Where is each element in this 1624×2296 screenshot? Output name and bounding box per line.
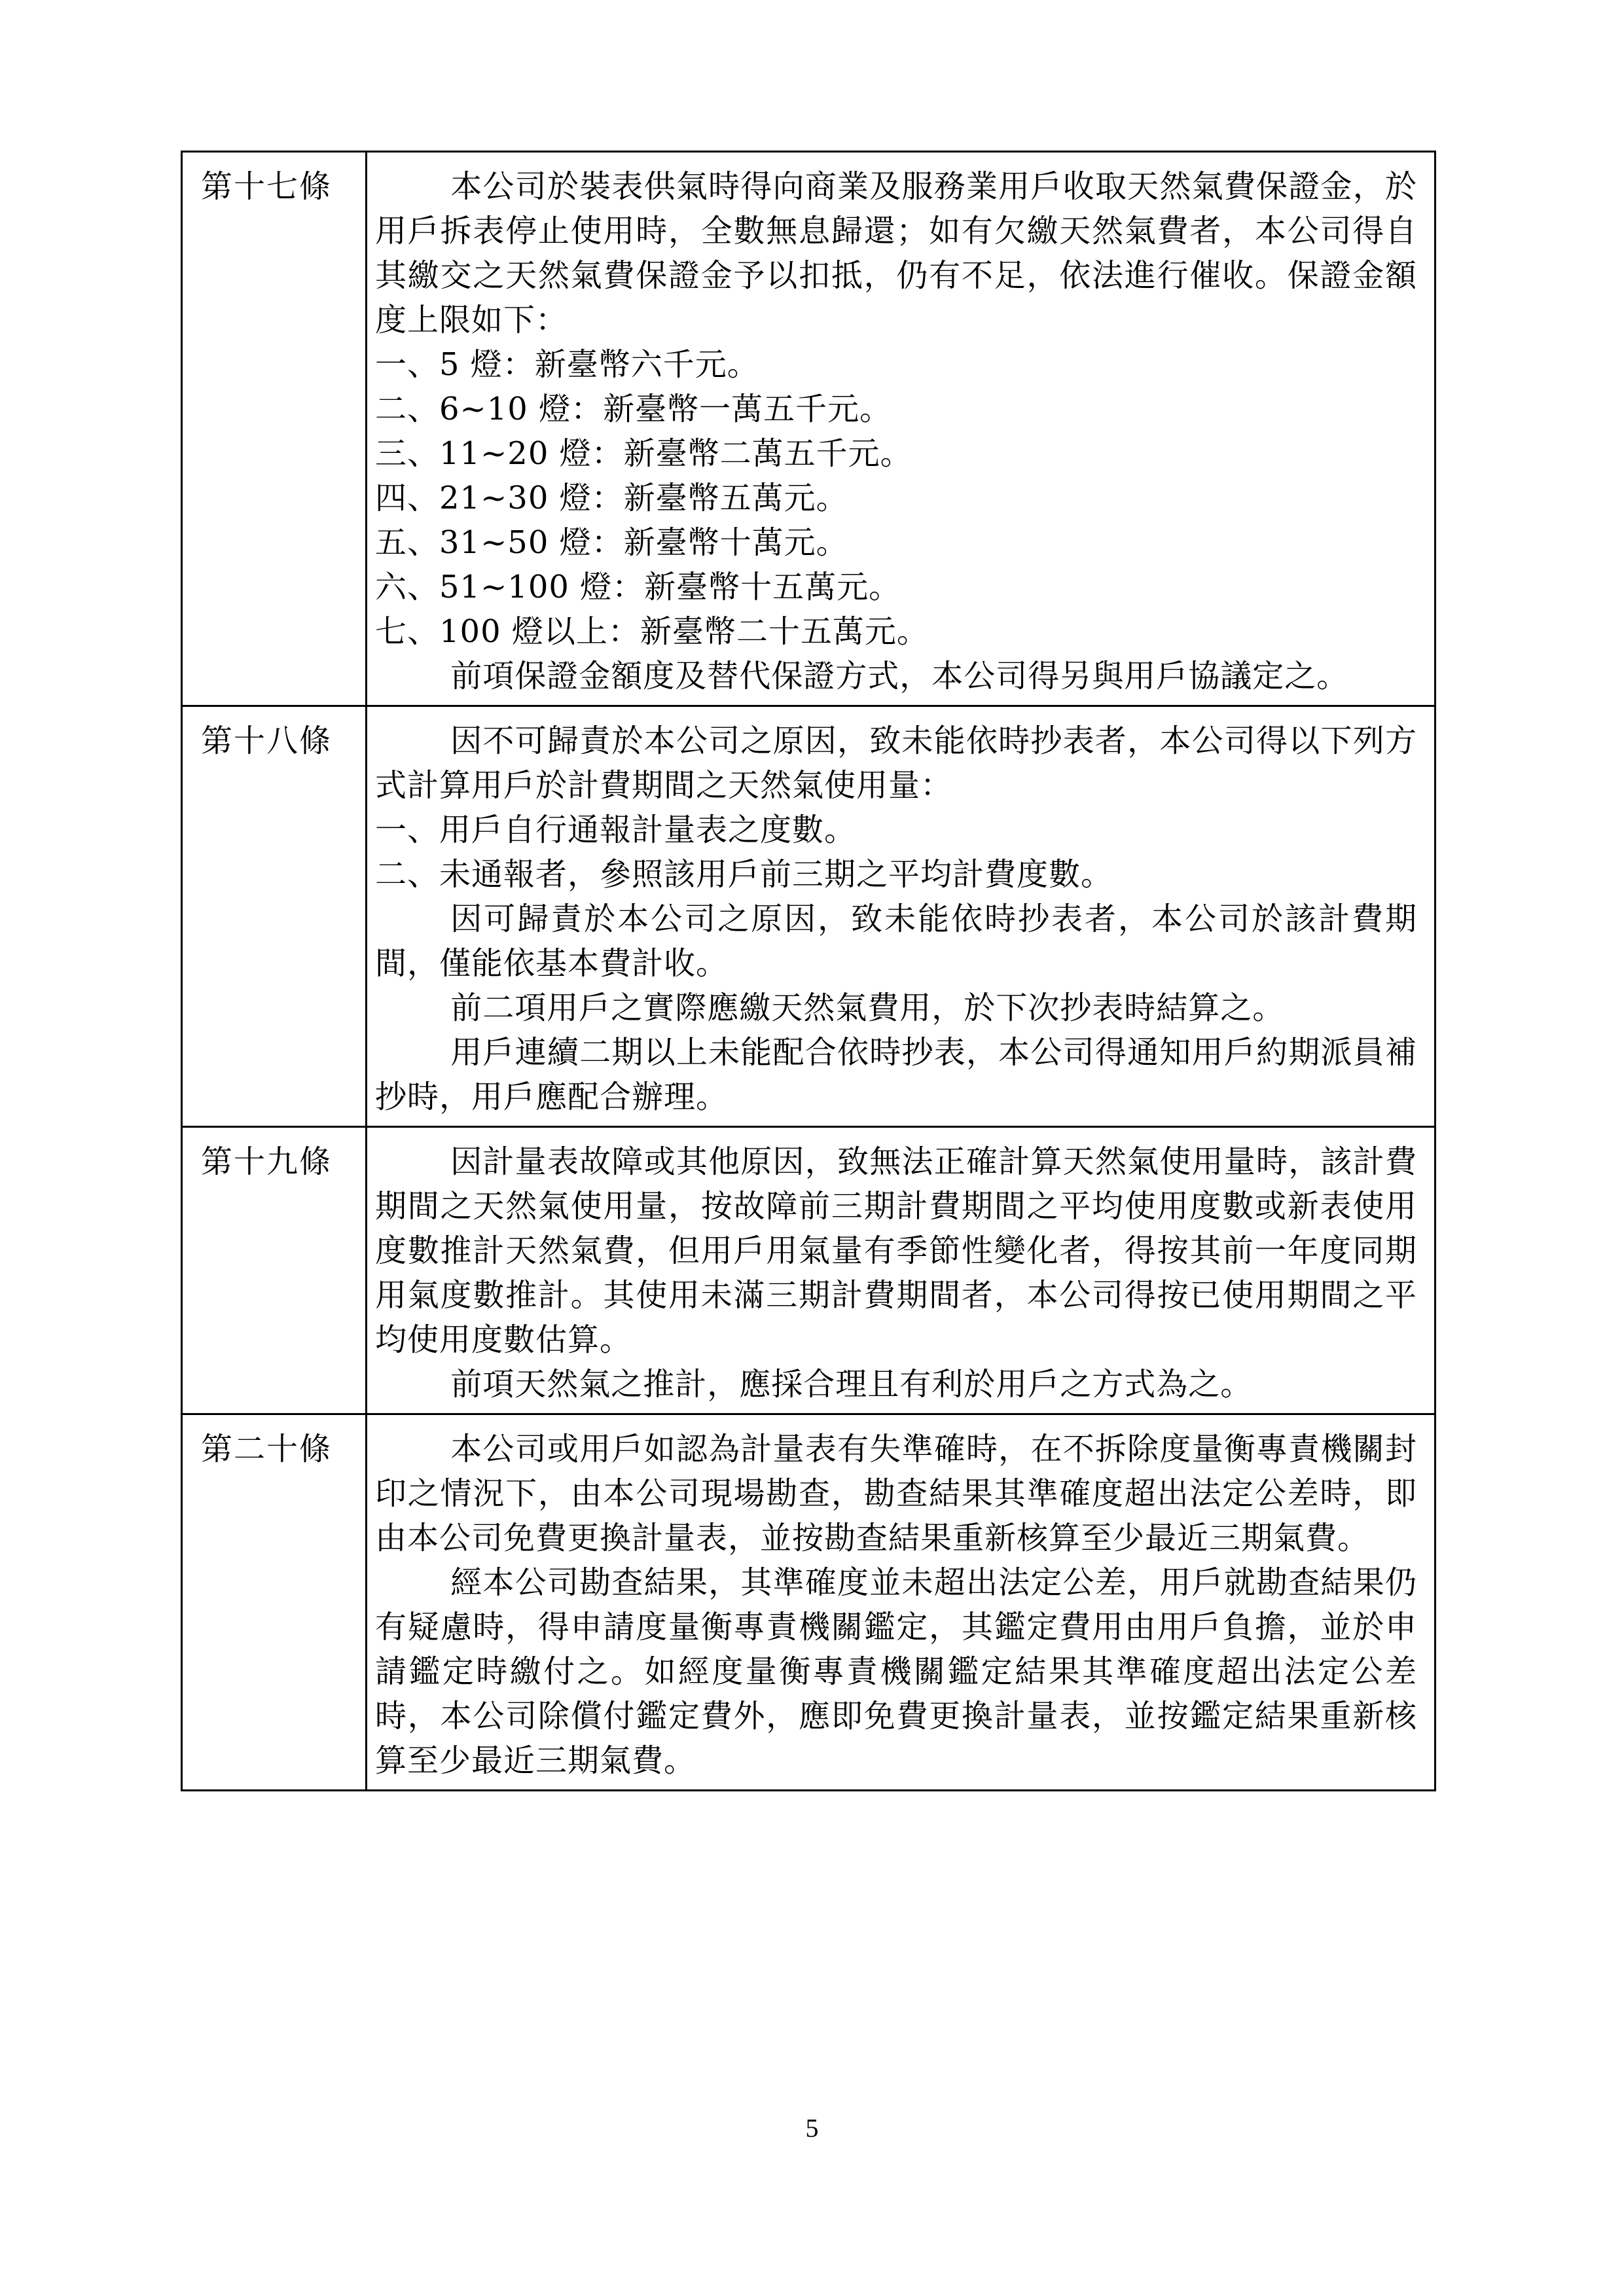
article-body xyxy=(367,706,1435,1127)
article-paragraph: 前二項用戶之實際應繳天然氣費用，於下次抄表時結算之。 xyxy=(450,990,1285,1026)
article-body xyxy=(367,1414,1435,1791)
list-item: 一、5 燈：新臺幣六千元。 xyxy=(375,346,759,383)
list-item: 五、31~50 燈：新臺幣十萬元。 xyxy=(375,524,848,561)
article-paragraph: 前項保證金額度及替代保證方式，本公司得另與用戶協議定之。 xyxy=(450,658,1349,694)
article-label: 第十八條 xyxy=(182,706,367,1127)
list-item: 二、未通報者，參照該用戶前三期之平均計費度數。 xyxy=(375,856,1113,893)
article-paragraph: 因計量表故障或其他原因，致無法正確計算天然氣使用量時，該計費期間之天然氣使用量，按故障前三期計費期間之平均使用度數或新表使用度數推計天然氣費，但用戶用氣量有季節性變化者，得按其前一年度同期用氣度數推計。其使用未滿三期計費期間者，本公司得按已使用期間之平均使用度數估算。 xyxy=(375,1143,1417,1358)
list-item: 二、6~10 燈：新臺幣一萬五千元。 xyxy=(375,391,892,427)
article-body xyxy=(367,1127,1435,1414)
article-row-18 xyxy=(182,706,1435,1127)
article-body xyxy=(367,152,1435,706)
article-label: 第二十條 xyxy=(182,1414,367,1791)
list-item: 七、100 燈以上：新臺幣二十五萬元。 xyxy=(375,613,929,650)
article-row-17 xyxy=(182,152,1435,706)
article-row-19 xyxy=(182,1127,1435,1414)
article-label: 第十七條 xyxy=(182,152,367,706)
article-paragraph: 經本公司勘查結果，其準確度並未超出法定公差，用戶就勘查結果仍有疑慮時，得申請度量衡專責機關鑑定，其鑑定費用由用戶負擔，並於申請鑑定時繳付之。如經度量衡專責機關鑑定結果其準確度超出法定公差時，本公司除償付鑑定費外，應即免費更換計量表，並按鑑定結果重新核算至少最近三期氣費。 xyxy=(375,1564,1417,1779)
article-row-20 xyxy=(182,1414,1435,1791)
article-paragraph: 因不可歸責於本公司之原因，致未能依時抄表者，本公司得以下列方式計算用戶於計費期間之天然氣使用量： xyxy=(375,723,1417,804)
page-number: 5 xyxy=(805,2113,819,2143)
list-item: 四、21~30 燈：新臺幣五萬元。 xyxy=(375,480,848,516)
regulation-table xyxy=(181,151,1436,1791)
list-item: 六、51~100 燈：新臺幣十五萬元。 xyxy=(375,569,901,605)
list-item: 三、11~20 燈：新臺幣二萬五千元。 xyxy=(375,435,912,472)
article-label: 第十九條 xyxy=(182,1127,367,1414)
article-paragraph: 用戶連續二期以上未能配合依時抄表，本公司得通知用戶約期派員補抄時，用戶應配合辦理。 xyxy=(375,1034,1417,1115)
list-item: 一、用戶自行通報計量表之度數。 xyxy=(375,812,857,848)
article-paragraph: 因可歸責於本公司之原因，致未能依時抄表者，本公司於該計費期間，僅能依基本費計收。 xyxy=(375,901,1417,982)
article-paragraph: 本公司或用戶如認為計量表有失準確時，在不拆除度量衡專責機關封印之情況下，由本公司現場勘查，勘查結果其準確度超出法定公差時，即由本公司免費更換計量表，並按勘查結果重新核算至少最近三期氣費。 xyxy=(375,1431,1417,1556)
article-paragraph: 本公司於裝表供氣時得向商業及服務業用戶收取天然氣費保證金，於用戶拆表停止使用時，全數無息歸還；如有欠繳天然氣費者，本公司得自其繳交之天然氣費保證金予以扣抵，仍有不足，依法進行催收。保證金額度上限如下： xyxy=(375,168,1417,338)
article-paragraph: 前項天然氣之推計，應採合理且有利於用戶之方式為之。 xyxy=(450,1366,1253,1403)
